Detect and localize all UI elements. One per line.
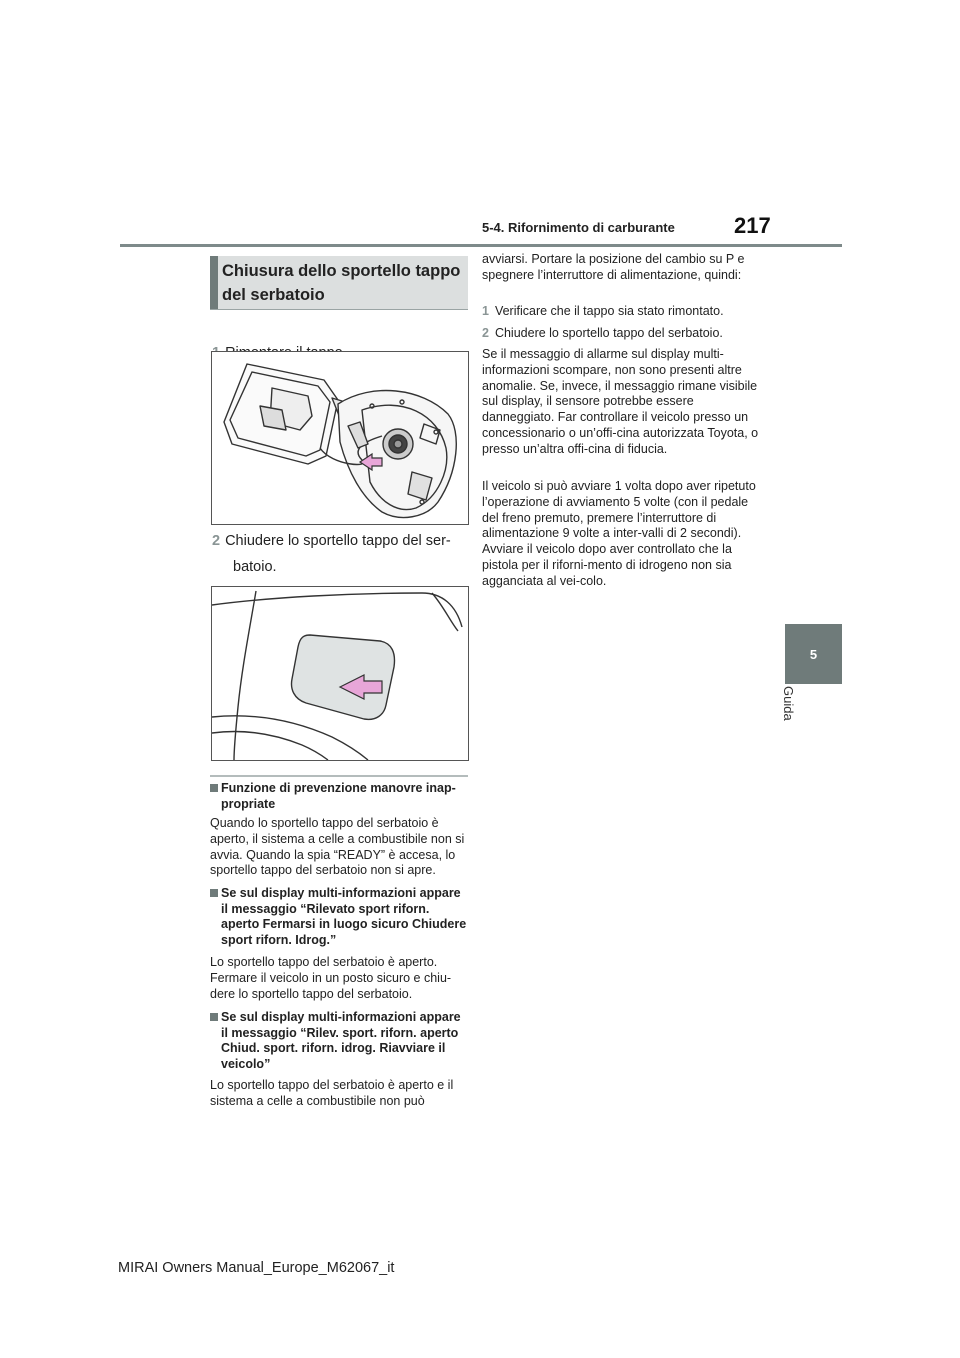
bullet-square-icon xyxy=(210,889,218,897)
right-para-2: Il veicolo si può avviare 1 volta dopo aver ripetuto l’operazione di avviamento 5 volte (con il pedale del freno premuto, premere l’interruttore di alimentazione 9 volte a inter-valli di 2 secondi). Avviare il veicolo dopo aver controllato che la pistola per il riforni-mento di idrogeno non sia agganciata al vei-colo. xyxy=(482,479,756,588)
running-header: 5-4. Rifornimento di carburante xyxy=(482,220,675,235)
chapter-label-text: Guida xyxy=(781,686,796,721)
bullet-square-icon xyxy=(210,1013,218,1021)
right-intro: avviarsi. Portare la posizione del cambio su P e spegnere l’interruttore di alimentazione, quindi: xyxy=(482,252,745,282)
illustration-close-door xyxy=(211,586,469,761)
notes-divider xyxy=(210,775,468,777)
chapter-tab xyxy=(785,624,842,684)
bullet-square-icon xyxy=(210,784,218,792)
right-step-2: 2 Chiudere lo sportello tappo del serbatoio. xyxy=(482,326,723,340)
header-rule xyxy=(120,244,842,247)
section-title: Chiusura dello sportello tappo del serbatoio xyxy=(222,262,461,304)
step-number: 2 xyxy=(212,533,221,549)
note-body-3: Lo sportello tappo del serbatoio è aperto e il sistema a celle a combustibile non può xyxy=(210,1078,454,1108)
chapter-label xyxy=(781,686,804,746)
right-step-1: 1 Verificare che il tappo sia stato rimontato. xyxy=(482,304,724,318)
note-body-1: Quando lo sportello tappo del serbatoio è aperto, il sistema a celle a combustibile non si avvia. Quando la spia “READY” è accesa, lo sportello tappo del serbatoio non si apre. xyxy=(210,816,465,878)
illustration-refit-cap xyxy=(211,351,469,525)
step-text: Chiudere lo sportello tappo del ser- xyxy=(225,533,451,549)
note-heading-1: Funzione di prevenzione manovre inap-propriate xyxy=(210,781,468,812)
chapter-number: 5 xyxy=(809,646,818,662)
section-heading-bar xyxy=(210,256,218,309)
note-heading-3: Se sul display multi-informazioni appare il messaggio “Rilev. sport. riforn. aperto Chiud. sport. riforn. idrog. Riavviare il veicolo” xyxy=(210,1010,468,1072)
step-text-cont: batoio. xyxy=(233,559,277,575)
section-rule xyxy=(210,309,468,310)
note-heading-2: Se sul display multi-informazioni appare il messaggio “Rilevato sport riforn. aperto Fermarsi in luogo sicuro Chiudere sport riforn. Idrog.” xyxy=(210,886,468,948)
step-2 xyxy=(212,530,451,578)
page-number: 217 xyxy=(734,213,771,238)
note-body-2: Lo sportello tappo del serbatoio è aperto. Fermare il veicolo in un posto sicuro e chiu-dere lo sportello tappo del serbatoio. xyxy=(210,955,452,1001)
refit-cap-drawing xyxy=(212,352,468,524)
right-para-1: Se il messaggio di allarme sul display multi-informazioni scompare, non sono presenti altre anomalie. Se, invece, il messaggio rimane visibile sul display, il sensore potrebbe essere danneggiato. Far controllare il veicolo presso un concessionario o un’offi-cina autorizzata Toyota, o presso un’altra offi-cina di fiducia. xyxy=(482,347,759,456)
footer-doc-id: MIRAI Owners Manual_Europe_M62067_it xyxy=(118,1260,395,1276)
close-door-drawing xyxy=(212,587,468,760)
